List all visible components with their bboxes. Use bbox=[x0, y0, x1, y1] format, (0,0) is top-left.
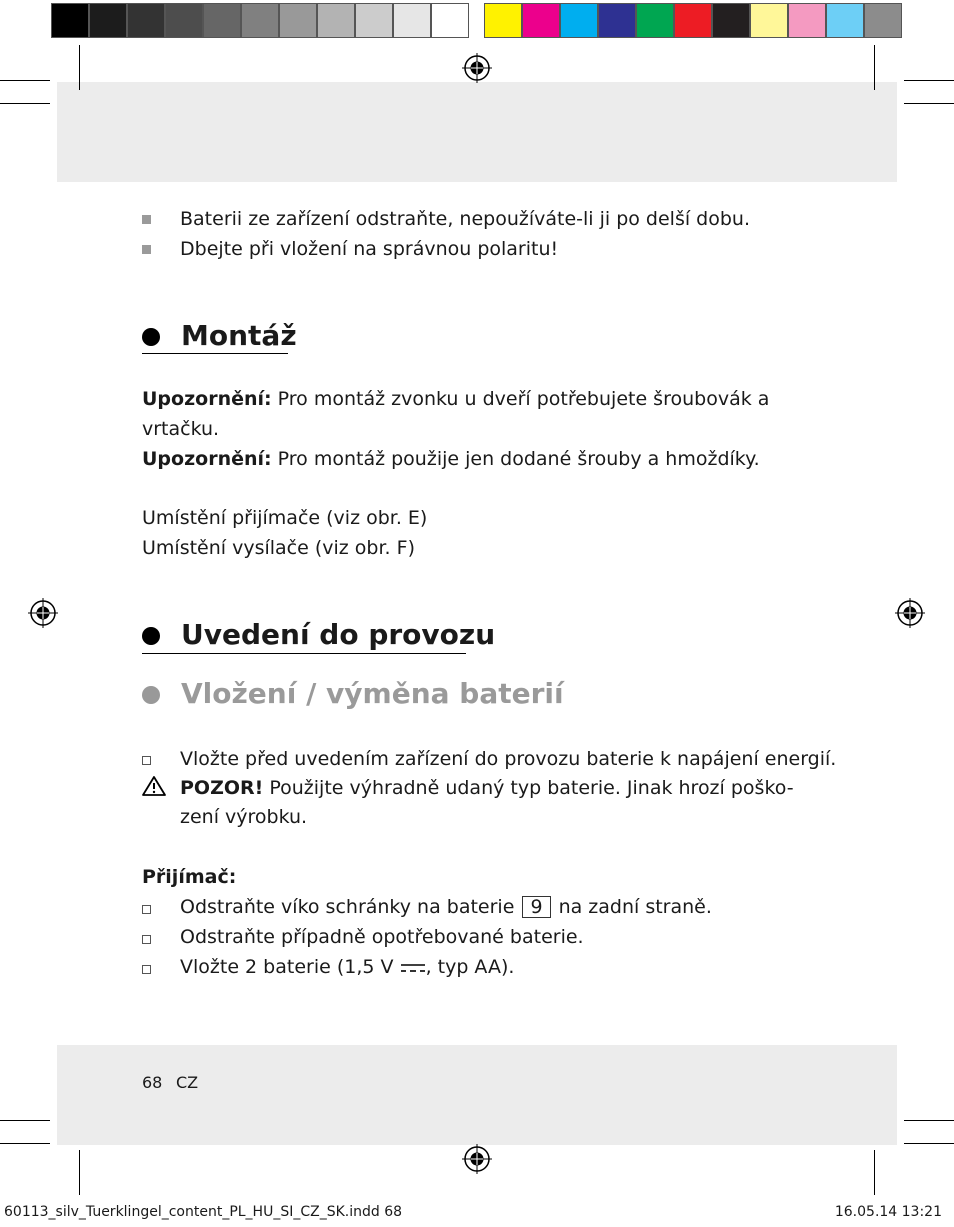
part-number-box: 9 bbox=[522, 896, 550, 918]
warning-text bbox=[180, 776, 794, 800]
crop-mark bbox=[79, 45, 80, 90]
montaz-note-1 bbox=[142, 387, 769, 411]
step-checkbox-icon bbox=[142, 905, 151, 914]
step-checkbox-icon bbox=[142, 935, 151, 944]
color-swatch bbox=[788, 3, 826, 38]
heading-underline bbox=[142, 353, 288, 354]
color-swatch bbox=[674, 3, 712, 38]
bullet-square-icon bbox=[142, 215, 151, 224]
warning-label: POZOR! bbox=[180, 777, 264, 799]
warning-text-cont: zení výrobku. bbox=[180, 806, 308, 828]
note-text: Pro montáž zvonku u dveří potřebujete šroubovák a bbox=[271, 388, 770, 410]
step-checkbox-icon bbox=[142, 756, 151, 765]
montaz-line-1: Umístění přijímače (viz obr. E) bbox=[142, 507, 428, 529]
step-checkbox-icon bbox=[142, 965, 151, 974]
registration-mark-icon bbox=[28, 598, 58, 628]
page-language: CZ bbox=[176, 1073, 199, 1092]
subheading-bullet-icon bbox=[142, 686, 160, 704]
color-swatch bbox=[598, 3, 636, 38]
montaz-note-1-cont: vrtačku. bbox=[142, 418, 220, 440]
page-number: 68 bbox=[142, 1073, 163, 1092]
grey-swatch bbox=[393, 3, 431, 38]
color-swatch bbox=[484, 3, 522, 38]
print-date-info: 16.05.14 13:21 bbox=[834, 1204, 942, 1220]
grey-swatch bbox=[203, 3, 241, 38]
intro-bullet-text: Baterii ze zařízení odstraňte, nepoužíváte-li ji po delší dobu. bbox=[180, 208, 750, 230]
registration-mark-icon bbox=[462, 53, 492, 83]
section-heading-montaz: Montáž bbox=[181, 319, 297, 352]
crop-mark bbox=[0, 1120, 50, 1121]
step-text: Odstraňte víko schránky na baterie bbox=[180, 896, 521, 918]
footer-band bbox=[57, 1045, 897, 1145]
grey-swatch bbox=[241, 3, 279, 38]
heading-underline bbox=[142, 653, 466, 654]
intro-bullet-text: Dbejte při vložení na správnou polaritu! bbox=[180, 238, 559, 260]
grey-swatch bbox=[51, 3, 89, 38]
crop-mark bbox=[0, 103, 50, 104]
receiver-label bbox=[142, 865, 236, 889]
grey-swatch bbox=[431, 3, 469, 38]
grey-swatch bbox=[355, 3, 393, 38]
header-band bbox=[57, 82, 897, 182]
crop-mark bbox=[904, 103, 954, 104]
color-swatch bbox=[560, 3, 598, 38]
step-text: Vložte 2 baterie (1,5 V bbox=[180, 956, 400, 978]
color-swatch bbox=[750, 3, 788, 38]
crop-mark bbox=[904, 1143, 954, 1144]
section-heading-vlozeni: Vložení / výměna baterií bbox=[181, 677, 564, 710]
crop-mark bbox=[904, 80, 954, 81]
note-text: Pro montáž použije jen dodané šrouby a hmoždíky. bbox=[271, 448, 760, 470]
receiver-step-1 bbox=[180, 895, 712, 919]
grey-swatch bbox=[127, 3, 165, 38]
color-swatch bbox=[826, 3, 864, 38]
color-swatch bbox=[864, 3, 902, 38]
warning-body: Použijte výhradně udaný typ baterie. Jinak hrozí poško- bbox=[263, 777, 794, 799]
montaz-note-2 bbox=[142, 447, 760, 471]
heading-bullet-icon bbox=[142, 627, 160, 645]
crop-mark bbox=[874, 1150, 875, 1195]
receiver-step-2: Odstraňte případně opotřebované baterie. bbox=[180, 926, 584, 948]
section-heading-uvedeni: Uvedení do provozu bbox=[181, 618, 496, 651]
note-label: Upozornění: bbox=[142, 448, 272, 470]
heading-bullet-icon bbox=[142, 328, 160, 346]
color-swatch bbox=[522, 3, 560, 38]
print-file-info: 60113_silv_Tuerklingel_content_PL_HU_SI_CZ_SK.indd 68 bbox=[4, 1204, 403, 1220]
crop-mark bbox=[874, 45, 875, 90]
montaz-line-2: Umístění vysílače (viz obr. F) bbox=[142, 537, 415, 559]
color-swatch bbox=[712, 3, 750, 38]
grey-swatch bbox=[317, 3, 355, 38]
step-text: na zadní straně. bbox=[552, 896, 712, 918]
crop-mark bbox=[79, 1150, 80, 1195]
warning-triangle-icon bbox=[141, 775, 167, 797]
receiver-step-3 bbox=[180, 955, 514, 979]
dc-voltage-symbol-icon bbox=[400, 961, 426, 975]
registration-mark-icon bbox=[895, 598, 925, 628]
grey-swatch bbox=[165, 3, 203, 38]
crop-mark bbox=[0, 1143, 50, 1144]
note-label: Upozornění: bbox=[142, 388, 272, 410]
receiver-label-text: Přijímač: bbox=[142, 866, 237, 888]
bullet-square-icon bbox=[142, 245, 151, 254]
step-text: Vložte před uvedením zařízení do provozu baterie k napájení energií. bbox=[180, 748, 837, 770]
crop-mark bbox=[0, 80, 50, 81]
grey-swatch bbox=[279, 3, 317, 38]
step-text: , typ AA). bbox=[425, 956, 515, 978]
registration-mark-icon bbox=[462, 1144, 492, 1174]
crop-mark bbox=[904, 1120, 954, 1121]
grey-swatch bbox=[89, 3, 127, 38]
color-swatch bbox=[636, 3, 674, 38]
